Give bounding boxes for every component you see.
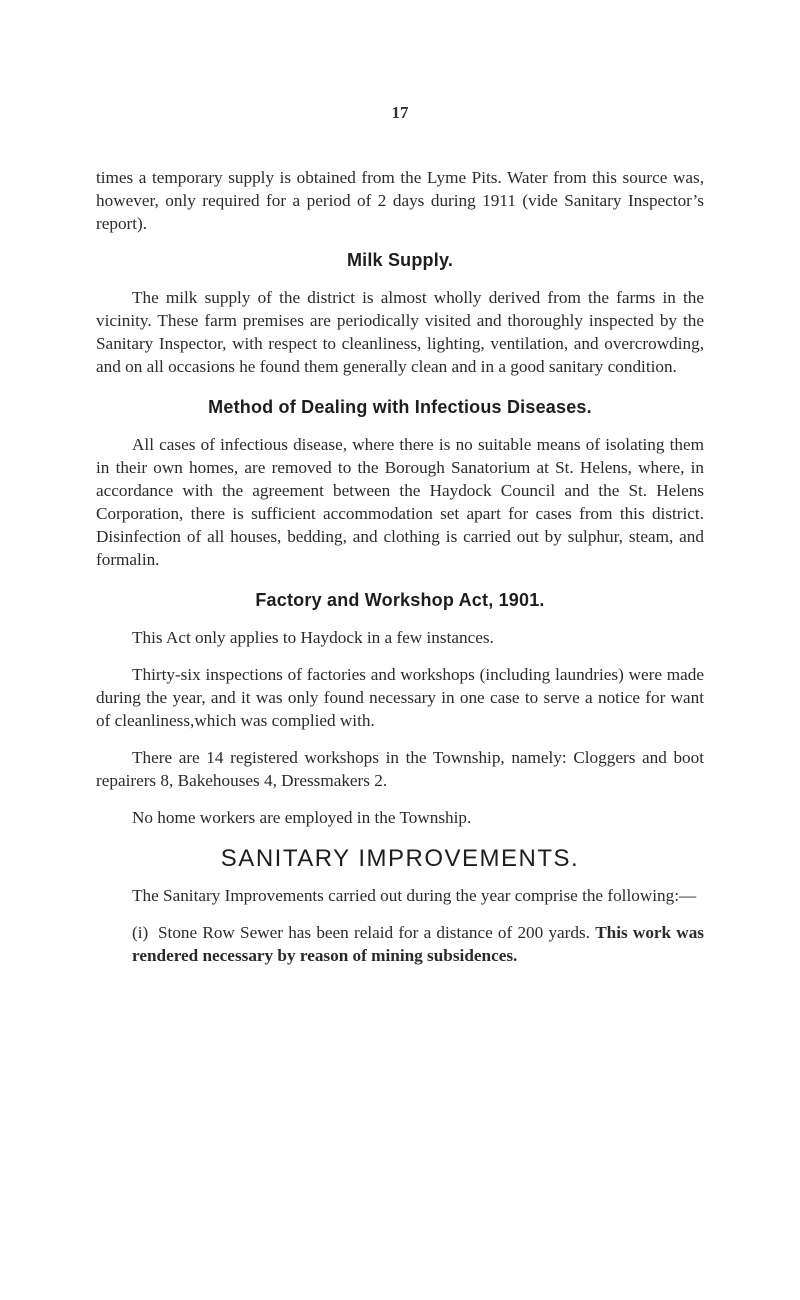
infectious-diseases-heading: Method of Dealing with Infectious Diseases.	[208, 397, 592, 417]
factory-act-paragraph-3: There are 14 registered workshops in the Township, namely: Cloggers and boot repairers 8, Bakehouses 4, Dressmakers 2.	[96, 748, 704, 790]
milk-supply-heading: Milk Supply.	[346, 250, 454, 270]
sanitary-improvement-item	[96, 921, 704, 967]
factory-act-paragraph-4: No home workers are employed in the Township.	[132, 808, 472, 827]
infectious-diseases-paragraph: All cases of infectious disease, where there is no suitable means of isolating them in their own homes, are removed to the Borough Sanatorium at St. Helens, where, in accordance with the agreement between the Haydock Council and the St. Helens Corporation, there is sufficient accommodation set apart for cases from this district. Disinfection of all houses, bedding, and clothing is carried out by sulphur, steam, and formalin.	[96, 435, 704, 569]
sanitary-improvements-heading: SANITARY IMPROVEMENTS.	[220, 845, 580, 872]
list-item-marker: (i)	[132, 923, 149, 942]
list-item-text: Stone Row Sewer has been relaid for a distance of 200 yards.	[158, 923, 590, 942]
water-supply-paragraph: times a temporary supply is obtained from the Lyme Pits. Water from this source was, however, only required for a period of 2 days during 1911 (vide Sanitary Inspector’s report).	[96, 168, 704, 233]
factory-act-paragraph-1: This Act only applies to Haydock in a few instances.	[132, 628, 494, 647]
factory-act-heading: Factory and Workshop Act, 1901.	[255, 590, 545, 610]
sanitary-improvements-intro: The Sanitary Improvements carried out during the year comprise the following:—	[132, 886, 697, 905]
document-page	[96, 104, 704, 967]
page-number: 17	[391, 103, 409, 122]
milk-supply-paragraph: The milk supply of the district is almost wholly derived from the farms in the vicinity. These farm premises are periodically visited and thoroughly inspected by the Sanitary Inspector, with respect to cleanliness, lighting, ventilation, and overcrowding, and on all occasions he found them generally clean and in a good sanitary condition.	[96, 288, 704, 376]
list-item-emphasis: This work was rendered necessary by reason of mining subsidences.	[132, 923, 704, 965]
factory-act-paragraph-2: Thirty-six inspections of factories and workshops (including laundries) were made during the year, and it was only found necessary in one case to serve a notice for want of cleanliness,which was complied with.	[96, 665, 704, 730]
